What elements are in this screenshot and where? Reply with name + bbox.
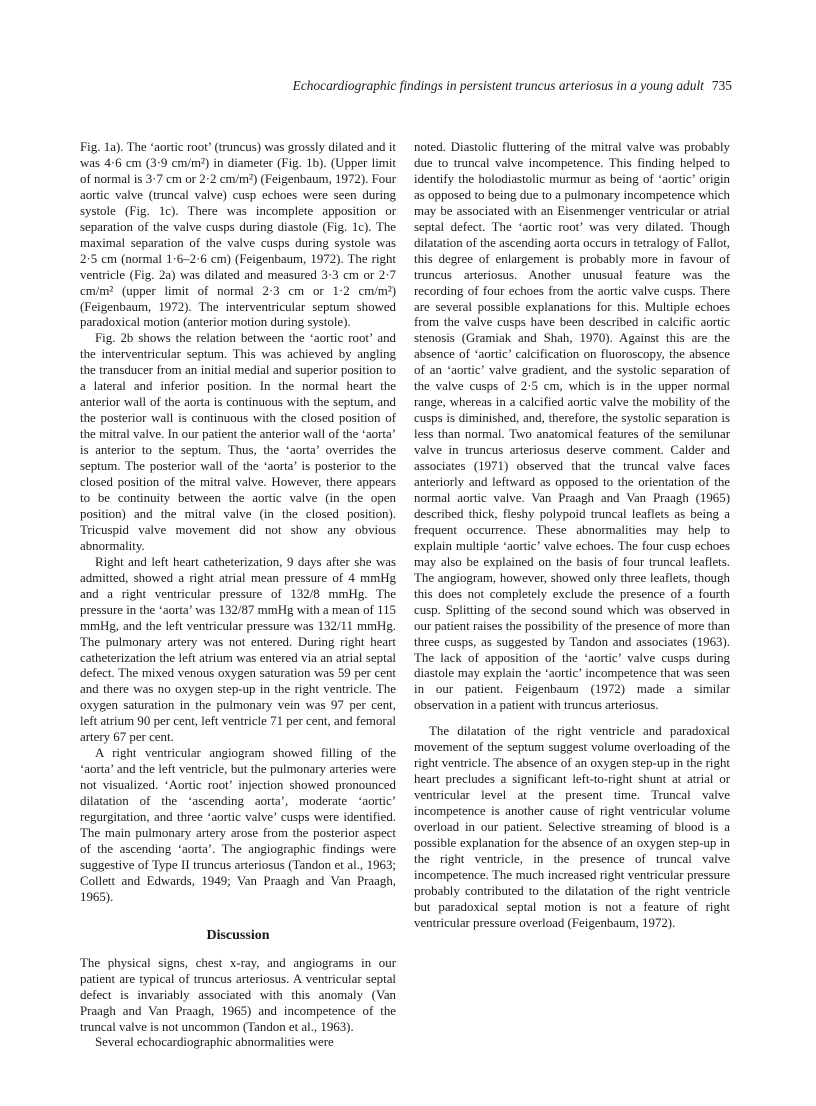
paragraph: Fig. 1a). The ‘aortic root’ (truncus) was grossly dilated and it was 4·6 cm (3·9 cm/m²) in diameter (Fig. 1b). (Upper limit of normal is 3·7 cm or 2·2 cm/m²) (Feigenbaum, 1972). Four aortic valve (truncal valve) cusp echoes were seen during systole (Fig. 1c). There was incomplete apposition or separation of the valve cusps during diastole (Fig. 1c). The maximal separation of the valve cusps during systole was 2·5 cm (normal 1·6–2·6 cm) (Feigenbaum, 1972). The right ventricle (Fig. 2a) was dilated and measured 3·3 cm or 2·7 cm/m² (upper limit of normal 2·3 cm or 1·2 cm/m²) (Feigenbaum, 1972). The interventricular septum showed paradoxical motion (anterior motion during systole).	[80, 140, 396, 330]
running-header	[80, 78, 732, 94]
paragraph: Several echocardiographic abnormalities were	[95, 1035, 334, 1050]
page-number: 735	[711, 78, 732, 93]
paragraph: The physical signs, chest x-ray, and angiograms in our patient are typical of truncus arteriosus. A ventricular septal defect is invariably associated with this anomaly (Van Praagh and Van Praagh, 1965) and incompetence of the truncal valve is not uncommon (Tandon et al., 1963).	[80, 955, 396, 1034]
right-column	[414, 140, 730, 932]
left-column	[80, 140, 396, 1051]
paragraph: Fig. 2b shows the relation between the ‘aortic root’ and the interventricular septum. This was achieved by angling the transducer from an initial medial and superior position to a lateral and inferior position. In the normal heart the anterior wall of the aorta is continuous with the septum, and the posterior wall is continuous with the closed position of the mitral valve. In our patient the anterior wall of the ‘aorta’ is anterior to the septum. Thus, the ‘aorta’ overrides the septum. The posterior wall of the ‘aorta’ is posterior to the closed position of the mitral valve. However, there appears to be continuity between the aortic valve (in the open position) and the mitral valve (in the closed position). Tricuspid valve movement did not show any obvious abnormality.	[80, 331, 396, 553]
section-heading: Discussion	[206, 927, 270, 943]
paragraph: noted. Diastolic fluttering of the mitral valve was probably due to truncal valve incompetence. This finding helped to identify the holodiastolic murmur as being of ‘aortic’ origin as opposed to being due to a pulmonary incompetence which may be associated with an Eisenmenger ventricular or atrial septal defect. The ‘aortic root’ was very dilated. Though dilatation of the ascending aorta occurs in tetralogy of Fallot, this degree of enlargement is probably more in favour of truncus arteriosus. Another unusual feature was the recording of four echoes from the aortic valve cusps. There are several possible explanations for this. Multiple echoes from the valve cusps have been described in calcific aortic stenosis (Gramiak and Shah, 1970). Against this are the absence of ‘aortic’ calcification on fluoroscopy, the absence of an ‘aortic’ valve gradient, and the systolic separation of the valve cusps of 2·5 cm, which is in the upper normal range, whereas in a calcified aortic valve the mobility of the cusps is diminished, and, therefore, the systolic separation is less than normal. Two anatomical features of the semilunar valve in truncus arteriosus deserve comment. Calder and associates (1971) observed that the truncal valve faces anteriorly and leftward as opposed to the orientation of the normal aortic valve. Van Praagh and Van Praagh (1965) described thick, fleshy polypoid truncal leaflets as being a frequent occurrence. These abnormalities may help to explain multiple ‘aortic’ valve echoes. The four cusp echoes may also be explained on the basis of four truncal leaflets. The angiogram, however, showed only three leaflets, though this does not completely exclude the presence of a fourth cusp. Splitting of the second sound which was observed in our patient raises the possibility of the presence of more than three cusps, as suggested by Tandon and associates (1963). The lack of apposition of the ‘aortic’ valve cusps during diastole may explain the ‘aortic’ incompetence that was seen in our patient. Feigenbaum (1972) made a similar observation in a patient with truncus arteriosus.	[414, 140, 730, 713]
running-title: Echocardiographic findings in persistent truncus arteriosus in a young adult	[292, 78, 704, 93]
paragraph: A right ventricular angiogram showed filling of the ‘aorta’ and the left ventricle, but the pulmonary arteries were not visualized. ‘Aortic root’ injection showed pronounced dilatation of the ‘ascending aorta’, moderate ‘aortic’ regurgitation, and three ‘aortic valve’ cusps were identified. The main pulmonary artery arose from the posterior aspect of the ascending ‘aorta’. The angiographic findings were suggestive of Type II truncus arteriosus (Tandon et al., 1963; Collett and Edwards, 1949; Van Praagh and Van Praagh, 1965).	[80, 746, 396, 904]
paragraph: The dilatation of the right ventricle and paradoxical movement of the septum suggest volume overloading of the right ventricle. The absence of an oxygen step-up in the right heart precludes a significant left-to-right shunt at atrial or ventricular level at the present time. Truncal valve incompetence is another cause of right ventricular volume overload in our patient. Selective streaming of blood is a possible explanation for the absence of an oxygen step-up in the right ventricle, in the presence of truncal valve incompetence. The much increased right ventricular pressure probably contributed to the dilatation of the right ventricle but paradoxical septal motion is not a feature of right ventricular pressure overload (Feigenbaum, 1972).	[414, 724, 730, 930]
paragraph: Right and left heart catheterization, 9 days after she was admitted, showed a right atrial mean pressure of 4 mmHg and a right ventricular pressure of 132/8 mmHg. The pressure in the ‘aorta’ was 132/87 mmHg with a mean of 115 mmHg, and the left ventricular pressure was 132/11 mmHg. The pulmonary artery was not entered. During right heart catheterization the left atrium was entered via an atrial septal defect. The mixed venous oxygen saturation was 59 per cent and there was no oxygen step-up in the right ventricle. The oxygen saturation in the pulmonary vein was 97 per cent, left atrium 90 per cent, left ventricle 71 per cent, and femoral artery 67 per cent.	[80, 554, 396, 745]
